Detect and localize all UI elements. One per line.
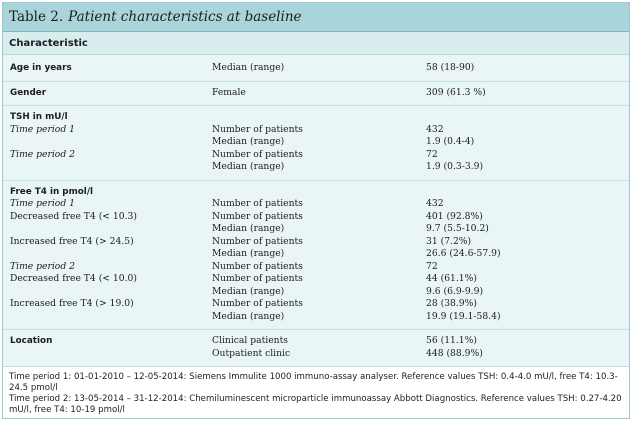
characteristic-header: Characteristic (9, 37, 88, 49)
gender-section (3, 82, 629, 107)
stat-value: 432 (426, 198, 444, 209)
stat-label: Number of patients (212, 123, 303, 135)
period-label: Time period 2 (10, 148, 75, 160)
table-row (3, 261, 629, 274)
table-row (3, 136, 629, 149)
stat-label: Median (range) (212, 161, 285, 172)
subgroup-label: Increased free T4 (> 24.5) (10, 235, 134, 247)
table-caption: Patient characteristics at baseline (68, 9, 302, 25)
stat-value: 72 (426, 260, 438, 272)
location-section (3, 330, 629, 367)
table-body (3, 55, 629, 367)
table-row (3, 286, 629, 299)
table-row (3, 335, 629, 348)
stat-label: Number of patients (212, 260, 303, 272)
footnote: Time period 1: 01-01-2010 – 12-05-2014: Siemens Immulite 1000 immuno-assay analyser. Reference values TSH: 0.4-4.0 mU/l, free T4: 10.3-24.5 pmol/l (9, 372, 618, 393)
stat-label: Number of patients (212, 198, 303, 209)
table-row (3, 348, 629, 361)
tsh-section (3, 106, 629, 181)
stat-label: Outpatient clinic (212, 347, 291, 359)
stat-label: Median (range) (212, 285, 285, 297)
period-label: Time period 1 (10, 198, 75, 209)
table-row (3, 111, 629, 124)
age-value: 58 (18-90) (426, 62, 475, 73)
stat-value: 26.6 (24.6-57.9) (426, 248, 501, 259)
stat-value: 31 (7.2%) (426, 235, 472, 247)
gender-value: 309 (61.3 %) (426, 86, 486, 98)
table-row (3, 62, 629, 75)
gender-stat: Female (212, 86, 246, 98)
table-row (3, 211, 629, 224)
subgroup-label: Decreased free T4 (< 10.3) (10, 210, 137, 222)
location-label: Location (10, 336, 53, 346)
column-header (3, 32, 629, 55)
table-row (3, 161, 629, 174)
stat-label: Median (range) (212, 310, 285, 322)
stat-value: 1.9 (0.4-4) (426, 136, 475, 147)
tsh-label: TSH in mU/l (10, 112, 68, 122)
table-row (3, 311, 629, 324)
table-row (3, 298, 629, 311)
gender-label: Gender (10, 87, 47, 98)
table-footnotes (3, 367, 629, 416)
stat-value: 72 (426, 148, 438, 160)
age-stat: Median (range) (212, 62, 285, 73)
stat-label: Number of patients (212, 148, 303, 160)
table-label: Table 2. (9, 9, 64, 25)
stat-value: 432 (426, 123, 444, 135)
stat-label: Median (range) (212, 136, 285, 147)
stat-value: 9.6 (6.9-9.9) (426, 285, 484, 297)
table-row (3, 273, 629, 286)
stat-value: 44 (61.1%) (426, 273, 477, 284)
stat-label: Number of patients (212, 273, 303, 284)
stat-value: 448 (88.9%) (426, 347, 483, 359)
subgroup-label: Decreased free T4 (< 10.0) (10, 273, 137, 284)
ft4-section (3, 181, 629, 331)
stat-label: Median (range) (212, 223, 285, 234)
table-row (3, 248, 629, 261)
table-title (3, 3, 629, 32)
table-row (3, 124, 629, 137)
stat-value: 56 (11.1%) (426, 335, 477, 346)
table-row (3, 198, 629, 211)
stat-label: Number of patients (212, 210, 303, 222)
period-label: Time period 1 (10, 123, 75, 135)
stat-label: Number of patients (212, 298, 303, 309)
stat-label: Median (range) (212, 248, 285, 259)
ft4-label: Free T4 in pmol/l (10, 186, 94, 197)
stat-value: 19.9 (19.1-58.4) (426, 310, 501, 322)
age-section (3, 57, 629, 82)
table-row (3, 87, 629, 100)
stat-value: 1.9 (0.3-3.9) (426, 161, 484, 172)
age-label: Age in years (10, 63, 72, 73)
table-row (3, 149, 629, 162)
stat-value: 9.7 (5.5-10.2) (426, 223, 489, 234)
table-row (3, 223, 629, 236)
stat-value: 401 (92.8%) (426, 210, 483, 222)
table-row (3, 186, 629, 199)
stat-label: Number of patients (212, 235, 303, 247)
subgroup-label: Increased free T4 (> 19.0) (10, 298, 134, 309)
table-container (2, 2, 630, 419)
stat-label: Clinical patients (212, 335, 288, 346)
stat-value: 28 (38.9%) (426, 298, 477, 309)
table-row (3, 236, 629, 249)
period-label: Time period 2 (10, 260, 75, 272)
footnote: Time period 2: 13-05-2014 – 31-12-2014: Chemiluminescent microparticle immunoassay Abbott Diagnostics. Reference values TSH: 0.27-4.20 mU/l, free T4: 10-19 pmol/l (9, 394, 622, 415)
